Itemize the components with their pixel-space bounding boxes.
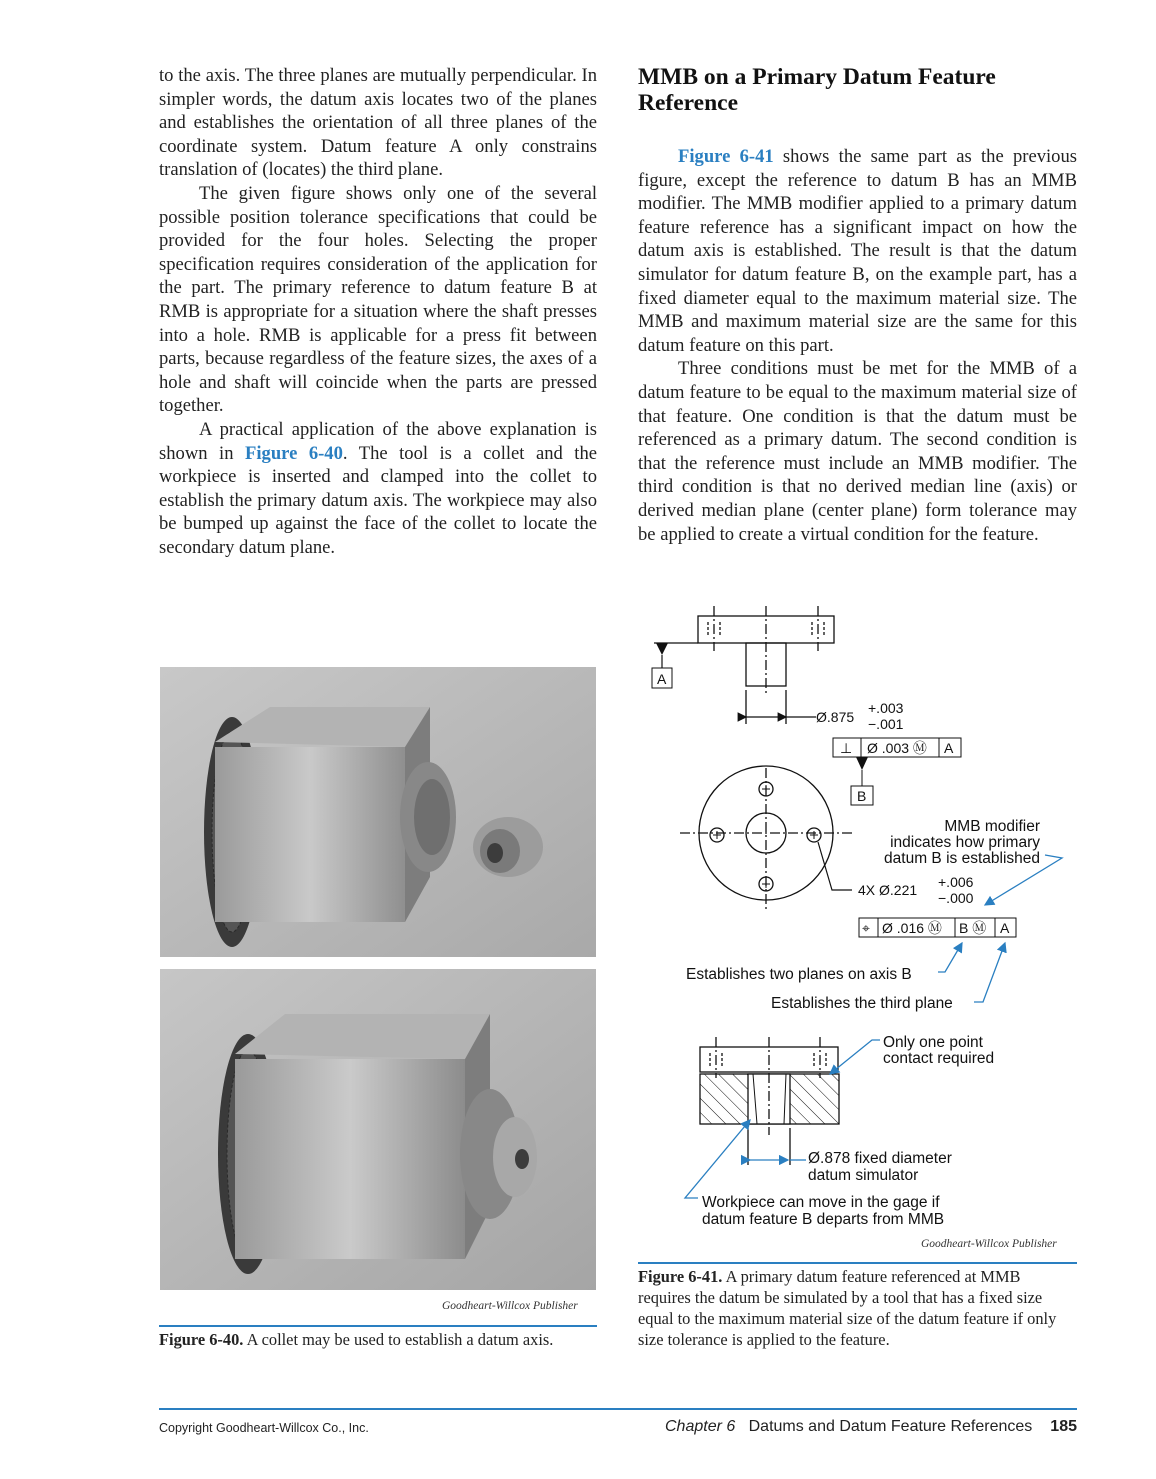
note-contact-line-1: Only one point	[883, 1034, 983, 1051]
holes-dimension: 4X Ø.221	[858, 882, 918, 898]
footer-rule	[159, 1408, 1077, 1410]
figure-6-40-caption-text: A collet may be used to establish a datum axis.	[243, 1330, 554, 1349]
datum-b-label: B	[857, 788, 867, 804]
position-primary-datum: B Ⓜ	[959, 920, 987, 936]
left-column-text	[159, 64, 597, 559]
note-contact-line-2: contact required	[883, 1050, 995, 1067]
perpendicularity-tolerance: Ø .003 Ⓜ	[867, 740, 927, 756]
chapter-number: Chapter 6	[665, 1418, 736, 1435]
figure-6-40-caption-label: Figure 6-40.	[159, 1330, 244, 1349]
position-secondary-datum: A	[1000, 920, 1010, 936]
figure-6-40-link[interactable]: Figure 6-40	[245, 442, 343, 464]
figure-6-41-caption	[638, 1266, 1077, 1350]
holes-tolerance-plus: +.006	[938, 874, 974, 890]
figure-6-40-credit: Goodheart-Willcox Publisher	[442, 1300, 578, 1312]
chapter-title: Datums and Datum Feature References	[748, 1418, 1033, 1435]
note-third-plane: Establishes the third plane	[771, 995, 953, 1012]
section-heading: MMB on a Primary Datum Feature Reference	[638, 64, 996, 116]
datum-a-label: A	[657, 671, 667, 687]
note-simulator-line-2: datum simulator	[808, 1167, 919, 1184]
figure-6-41-credit: Goodheart-Willcox Publisher	[921, 1238, 1057, 1250]
figure-6-41-rule	[638, 1262, 1077, 1264]
left-paragraph-3	[159, 418, 597, 560]
part-side-view	[654, 606, 834, 724]
note-workpiece-line-1: Workpiece can move in the gage if	[702, 1194, 940, 1211]
shaft-tolerance-plus: +.003	[868, 700, 904, 716]
running-footer	[665, 1418, 1077, 1436]
right-paragraph-1	[638, 145, 1077, 357]
position-symbol: ⌖	[862, 920, 870, 936]
note-two-planes: Establishes two planes on axis B	[686, 966, 912, 983]
note-workpiece-line-2: datum feature B departs from MMB	[702, 1211, 945, 1228]
collet-photo-inserted	[160, 969, 596, 1290]
figure-6-40-caption	[159, 1329, 597, 1350]
position-frame	[859, 918, 1016, 937]
perpendicularity-datum: A	[944, 740, 954, 756]
right-paragraph-1-text: shows the same part as the previous figure, except the reference to datum B has an MMB modifier. The MMB modifier applied to a primary datum feature reference has a significant impact on how the datum axis is established. The result is that the datum simulator for datum feature B, on the example part, has a fixed diameter equal to the maximum material size. The MMB and maximum material size are the same for this datum feature on this part.	[638, 146, 1077, 356]
left-paragraph-2: The given figure shows only one of the several possible position tolerance specifications that could be provided for the four holes. Selecting the proper specification requires consideration of the application for the part. The primary reference to datum feature B at RMB is appropriate for a situation where the shaft presses into a hole. RMB is applicable for a press fit between parts, because regardless of the feature sizes, the axes of a hole and shaft will coincide when the parts are pressed together.	[159, 182, 597, 417]
collet-photo-separate	[160, 667, 596, 957]
figure-6-41-link[interactable]: Figure 6-41	[678, 146, 774, 167]
holes-tolerance-minus: −.000	[938, 890, 974, 906]
shaft-tolerance-minus: −.001	[868, 716, 904, 732]
mmb-note-line-3: datum B is established	[884, 850, 1040, 867]
perpendicularity-frame	[833, 738, 961, 757]
shaft-diameter: Ø.875	[816, 709, 855, 725]
figure-6-40-rule	[159, 1325, 597, 1327]
position-tolerance: Ø .016 Ⓜ	[882, 920, 942, 936]
left-paragraph-3-end: . The tool is a collet and the workpiece is inserted and clamped into the collet to establish the primary datum axis. The workpiece may also be bumped up against the face of the collet to locate the secondary datum plane.	[159, 442, 597, 558]
perpendicularity-symbol: ⊥	[840, 740, 853, 756]
figure-6-41-caption-text: A primary datum feature referenced at MMB requires the datum be simulated by a tool that has a fixed size equal to the maximum material size of the datum feature if only size tolerance is applied to the feature.	[638, 1267, 1057, 1349]
page-number: 185	[1050, 1418, 1077, 1435]
mmb-note-line-2: indicates how primary	[890, 834, 1040, 851]
right-column-text	[638, 145, 1077, 546]
left-paragraph-1: to the axis. The three planes are mutually perpendicular. In simpler words, the datum axis locates two of the planes and establishes the orientation of all three planes of the coordinate system. Datum feature A only constrains translation of (locates) the third plane.	[159, 65, 597, 181]
right-paragraph-2: Three conditions must be met for the MMB of a datum feature to be equal to the maximum material size of that feature. One condition is that the datum must be referenced as a primary datum. The second condition is that the reference must include an MMB modifier. The third condition is that no derived median line (axis) or derived median plane (center plane) form tolerance may be applied to create a virtual condition for the feature.	[638, 358, 1077, 545]
left-paragraph-3-start: A practical application of the above explanation is shown in	[159, 418, 597, 464]
copyright: Copyright Goodheart-Willcox Co., Inc.	[159, 1421, 369, 1435]
note-simulator-line-1: Ø.878 fixed diameter	[808, 1150, 952, 1167]
figure-6-41-diagram	[640, 600, 1080, 1245]
figure-6-41-caption-label: Figure 6-41.	[638, 1267, 723, 1286]
gage-section-view	[700, 1037, 839, 1165]
mmb-note-line-1: MMB modifier	[944, 818, 1040, 835]
